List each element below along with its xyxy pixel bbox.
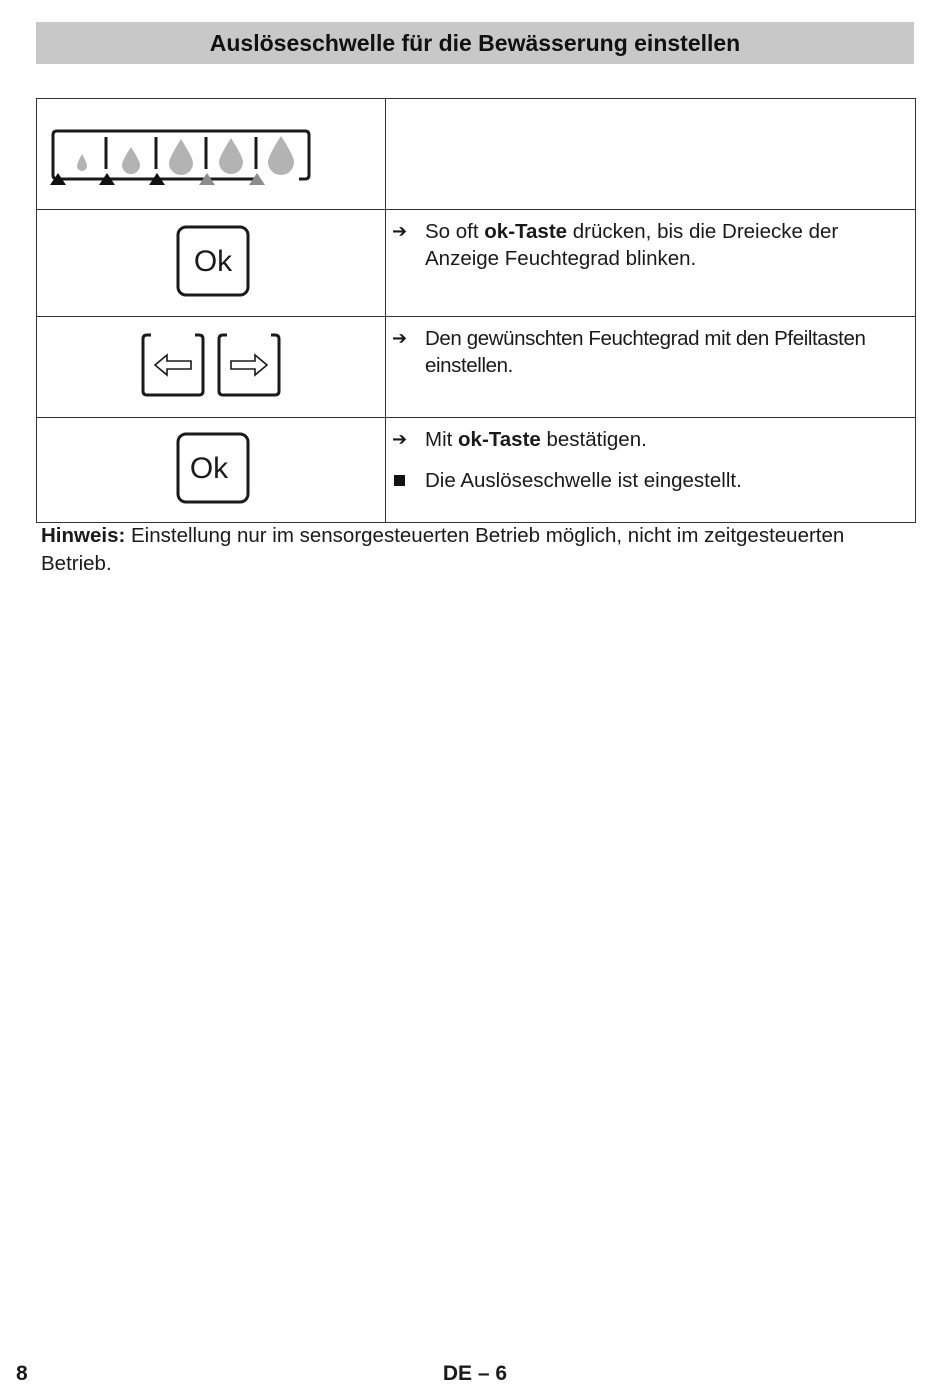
instruction-line: ➔ Den gewünschten Feuchtegrad mit den Pfeiltasten einstellen.: [392, 327, 866, 377]
left-arrow-key-icon: [143, 335, 203, 395]
instruction-cell: [386, 418, 916, 523]
icon-cell: [37, 210, 386, 317]
arrow-bullet-icon: ➔: [392, 328, 408, 348]
instruction-line: ➔ Mit ok-Taste bestätigen.: [392, 428, 647, 451]
table-row: [37, 418, 916, 523]
display-text-cell: [386, 99, 916, 210]
table-row: [37, 99, 916, 210]
note-label: Hinweis:: [41, 524, 126, 547]
instruction-line: ➔ So oft ok-Taste drücken, bis die Dreiecke der Anzeige Feuchtegrad blinken.: [392, 220, 839, 270]
square-bullet-icon: [392, 467, 425, 494]
note-text: Einstellung nur im sensorgesteuerten Betrieb möglich, nicht im zeitgesteuerten Betrieb.: [41, 524, 845, 575]
steps-table: [36, 98, 916, 523]
arrow-keys-icon: [141, 331, 281, 399]
icon-cell: [37, 418, 386, 523]
moisture-level-display-icon: [49, 127, 319, 187]
right-arrow-key-icon: [219, 335, 279, 395]
page-number: 8: [16, 1362, 28, 1385]
result-line: Die Auslöseschwelle ist eingestellt.: [386, 453, 915, 494]
ok-button-label: Ok: [193, 244, 233, 278]
ok-button-icon: [176, 432, 250, 504]
table-row: [37, 210, 916, 317]
ok-button-label: Ok: [189, 451, 229, 485]
page-footer: DE – 6: [442, 1362, 508, 1385]
table-row: [37, 317, 916, 418]
arrow-bullet-icon: ➔: [392, 221, 408, 241]
instruction-cell: [386, 317, 916, 418]
section-title: Auslöseschwelle für die Bewässerung einstellen: [36, 22, 914, 64]
instruction-cell: [386, 210, 916, 317]
display-cell: [37, 99, 386, 210]
icon-cell: [37, 317, 386, 418]
arrow-bullet-icon: ➔: [392, 429, 408, 449]
note: [41, 522, 916, 578]
ok-button-icon: [176, 225, 250, 297]
